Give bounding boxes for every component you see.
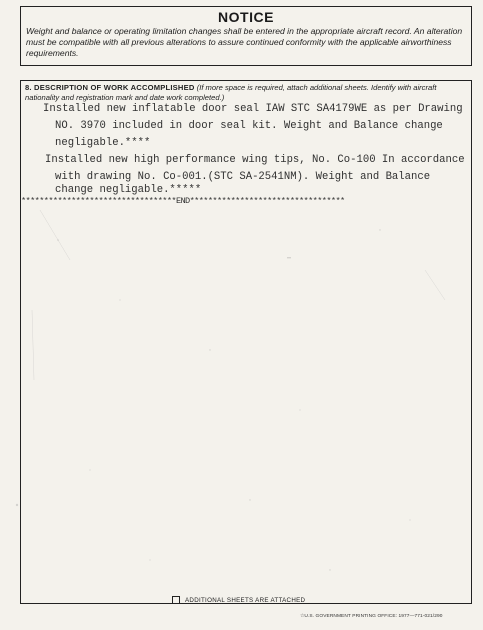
notice-body: Weight and balance or operating limitation changes shall be entered in the appropriate aircraft record. An alteration must be compatible with all previous alterations to assure continued conformity with the applicable airworthiness requirements. <box>26 26 463 58</box>
typed-line: negligable.**** <box>55 137 151 149</box>
notice-title: NOTICE <box>218 9 274 25</box>
typed-line: NO. 3970 included in door seal kit. Weight and Balance change <box>55 120 443 132</box>
typed-line: Installed new high performance wing tips, No. Co-100 In accordance <box>45 154 465 166</box>
section-instructions: (If more space is required, attach additional sheets. Identify with aircraft nationality and registration mark and date work completed.) <box>25 83 437 102</box>
work-description-box <box>20 80 472 604</box>
additional-sheets-checkbox[interactable] <box>172 596 180 604</box>
additional-sheets-row <box>172 596 305 604</box>
additional-sheets-label: ADDITIONAL SHEETS ARE ATTACHED <box>185 596 306 604</box>
printing-office-note: ☆U.S. GOVERNMENT PRINTING OFFICE: 1977—771-021/290 <box>300 614 443 619</box>
typed-line: Installed new inflatable door seal IAW STC SA4179WE as per Drawing <box>43 103 463 115</box>
section-label: 8. DESCRIPTION OF WORK ACCOMPLISHED <box>25 83 195 92</box>
typed-line: with drawing No. Co-001.(STC SA-2541NM). Weight and Balance <box>55 171 431 183</box>
work-description-header <box>25 83 467 103</box>
typed-line: change negligable.***** <box>55 184 202 196</box>
end-marker-line: **********************************END********************************** <box>21 196 345 206</box>
notice-box <box>20 6 472 66</box>
